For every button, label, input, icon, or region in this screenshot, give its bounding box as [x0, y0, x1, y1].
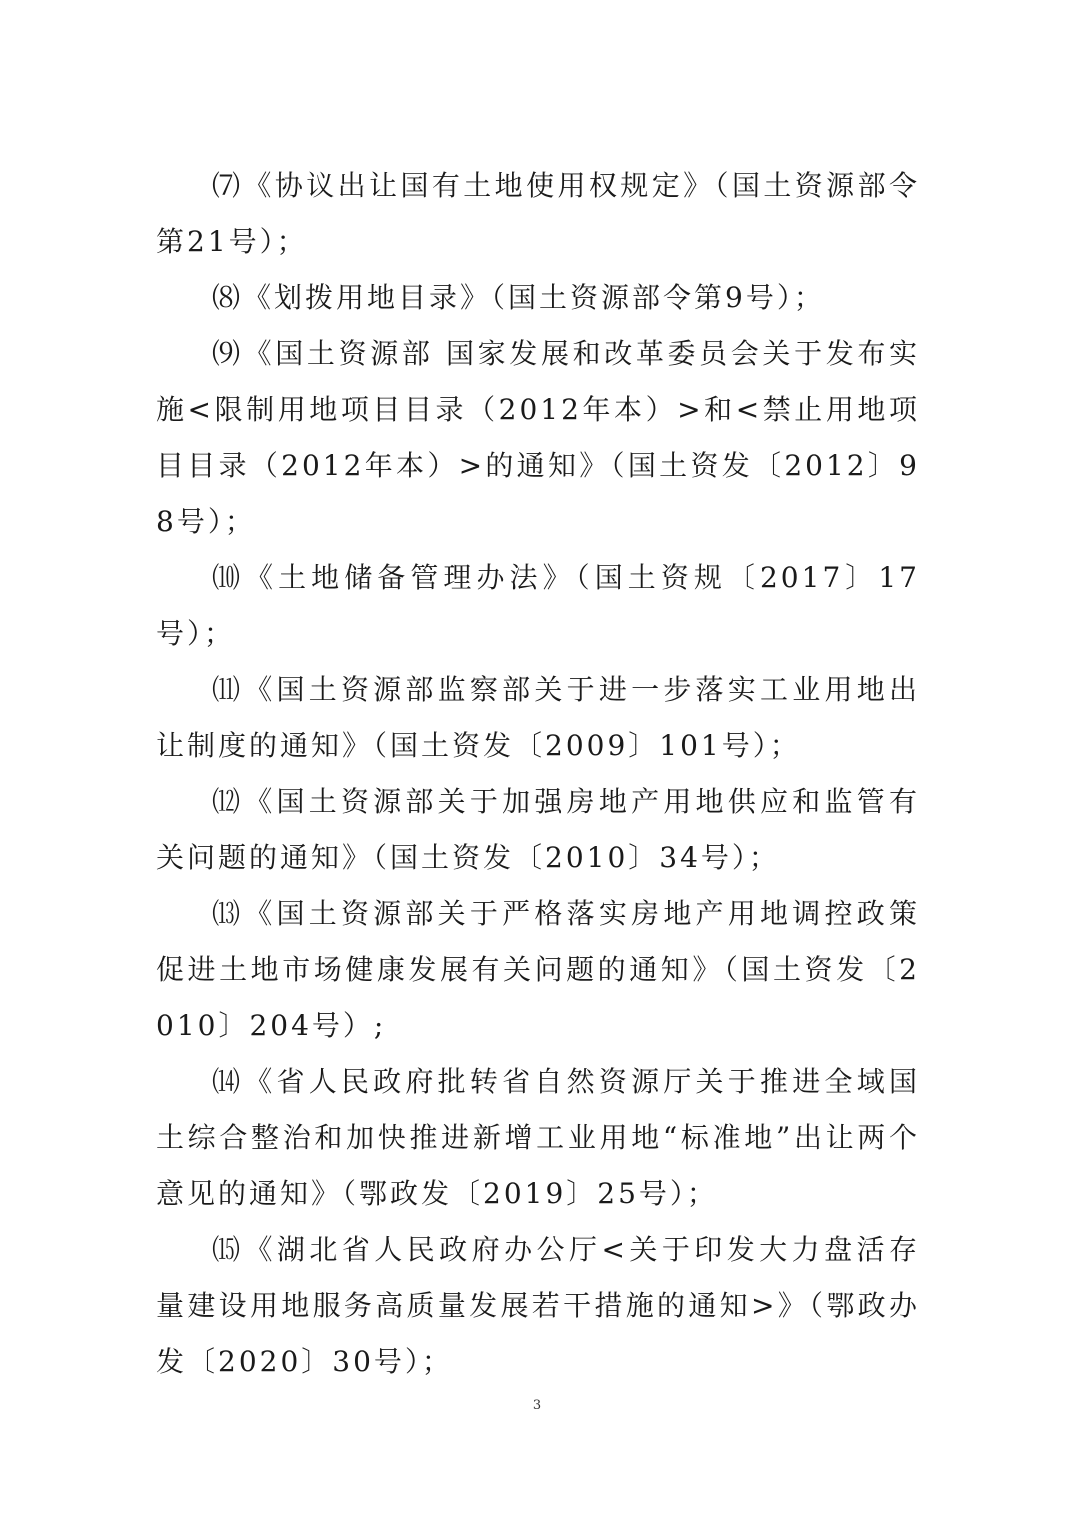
paragraph-item-10: ⑽《土地储备管理办法》（国土资规〔2017〕17号）；	[156, 561, 920, 650]
page-number: 3	[532, 1398, 542, 1413]
paragraph-item-15: ⒂《湖北省人民政府办公厅<关于印发大力盘活存量建设用地服务高质量发展若干措施的通知>》（鄂政办发〔2020〕30号）；	[156, 1233, 920, 1378]
paragraph-item-9: ⑼《国土资源部 国家发展和改革委员会关于发布实施<限制用地项目目录（2012年本）>和<禁止用地项目目录（2012年本）>的通知》（国土资发〔2012〕98号）；	[156, 337, 920, 538]
document-body	[156, 158, 920, 1390]
paragraph-item-11: ⑾《国土资源部监察部关于进一步落实工业用地出让制度的通知》（国土资发〔2009〕101号）；	[156, 673, 920, 762]
paragraph-item-12: ⑿《国土资源部关于加强房地产用地供应和监管有关问题的通知》（国土资发〔2010〕34号）；	[156, 785, 920, 874]
paragraph-item-7: ⑺《协议出让国有土地使用权规定》（国土资源部令第21号）；	[156, 169, 920, 258]
paragraph-item-14: ⒁《省人民政府批转省自然资源厅关于推进全域国土综合整治和加快推进新增工业用地“标准地”出让两个意见的通知》（鄂政发〔2019〕25号）；	[156, 1065, 920, 1210]
paragraph-item-13: ⒀《国土资源部关于严格落实房地产用地调控政策促进土地市场健康发展有关问题的通知》（国土资发〔2010〕204号）;	[156, 897, 920, 1042]
paragraph-item-8: ⑻《划拨用地目录》（国土资源部令第9号）；	[212, 281, 825, 314]
